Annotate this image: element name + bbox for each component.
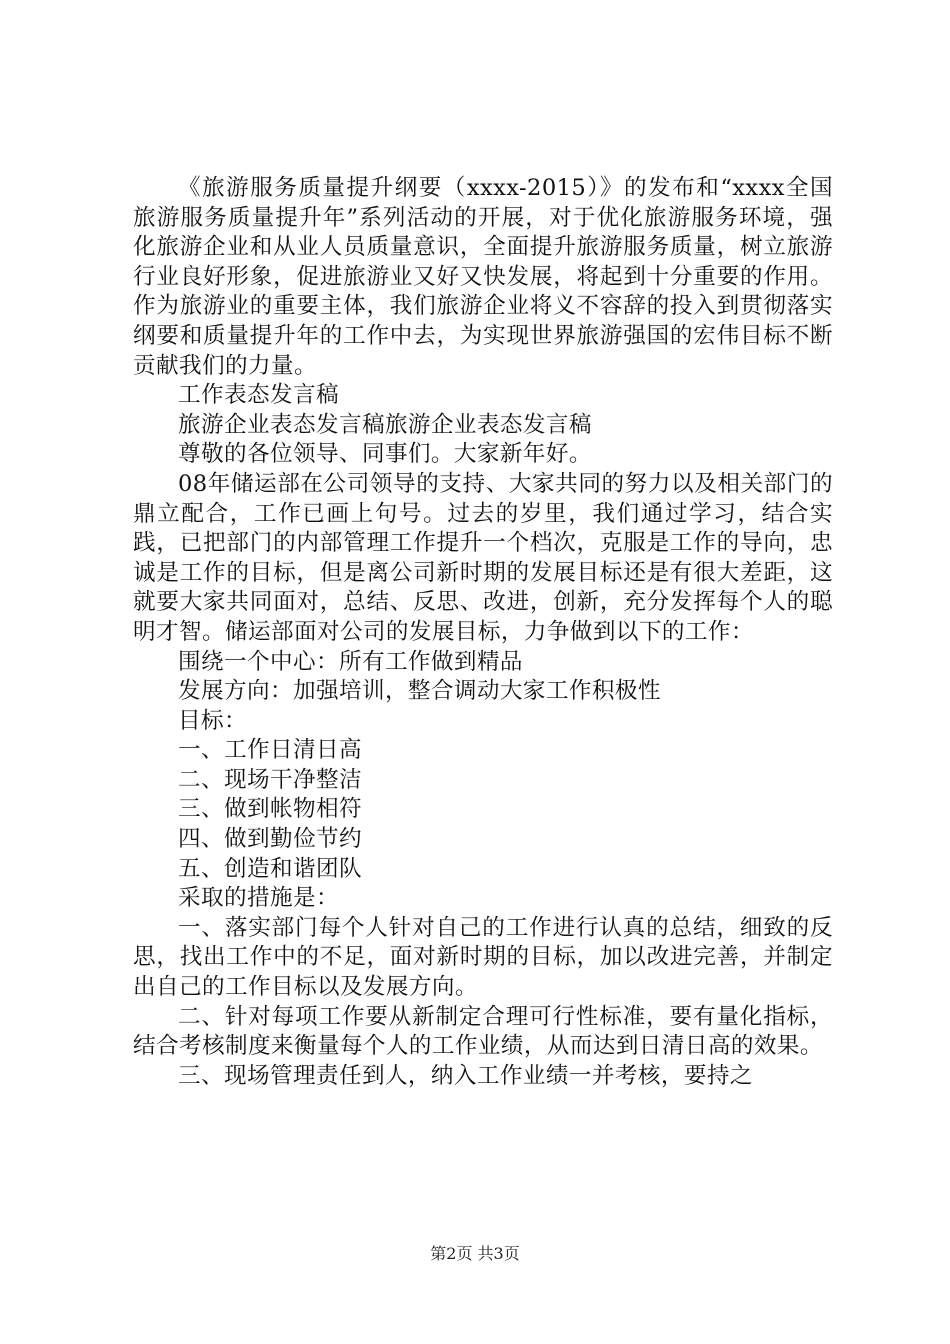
- document-body: [133, 174, 833, 1091]
- paragraph-measure-2: 二、针对每项工作要从新制定合理可行性标准，要有量化指标，结合考核制度来衡量每个人的工作业绩，从而达到日清日高的效果。: [133, 1003, 833, 1060]
- paragraph-intro: 《旅游服务质量提升纲要（xxxx-2015）》的发布和“xxxx全国旅游服务质量提升年”系列活动的开展，对于优化旅游服务环境，强化旅游企业和从业人员质量意识，全面提升旅游服务质量，树立旅游行业良好形象，促进旅游业又好又快发展，将起到十分重要的作用。作为旅游业的重要主体，我们旅游企业将义不容辞的投入到贯彻落实纲要和质量提升年的工作中去，为实现世界旅游强国的宏伟目标不断贡献我们的力量。: [133, 175, 833, 379]
- paragraph-center: 围绕一个中心：所有工作做到精品: [178, 648, 523, 675]
- page-footer: 第2页 共3页: [430, 1244, 520, 1263]
- paragraph-goal-3: 三、做到帐物相符: [178, 796, 362, 823]
- paragraph-goal-1: 一、工作日清日高: [178, 737, 362, 764]
- paragraph-greeting: 尊敬的各位领导、同事们。大家新年好。: [178, 441, 592, 468]
- paragraph-goal-4: 四、做到勤俭节约: [178, 826, 362, 853]
- paragraph-measure-1: 一、落实部门每个人针对自己的工作进行认真的总结，细致的反思，找出工作中的不足，面对新时期的目标，加以改进完善，并制定出自己的工作目标以及发展方向。: [133, 914, 833, 1001]
- paragraph-heading-speech: 工作表态发言稿: [178, 382, 339, 409]
- paragraph-measure-3: 三、现场管理责任到人，纳入工作业绩一并考核，要持之: [178, 1062, 753, 1089]
- paragraph-subtitle: 旅游企业表态发言稿旅游企业表态发言稿: [178, 411, 592, 438]
- paragraph-goal-5: 五、创造和谐团队: [178, 855, 362, 882]
- paragraph-goals-heading: 目标：: [178, 707, 247, 734]
- paragraph-review: 08年储运部在公司领导的支持、大家共同的努力以及相关部门的鼎立配合，工作已画上句号。过去的岁里，我们通过学习，结合实践，已把部门的内部管理工作提升一个档次，克服是工作的导向，忠诚是工作的目标，但是离公司新时期的发展目标还是有很大差距，这就要大家共同面对，总结、反思、改进，创新，充分发挥每个人的聪明才智。储运部面对公司的发展目标，力争做到以下的工作：: [133, 470, 833, 645]
- paragraph-goal-2: 二、现场干净整洁: [178, 766, 362, 793]
- paragraph-direction: 发展方向：加强培训，整合调动大家工作积极性: [178, 678, 661, 705]
- paragraph-measures-heading: 采取的措施是：: [178, 885, 339, 912]
